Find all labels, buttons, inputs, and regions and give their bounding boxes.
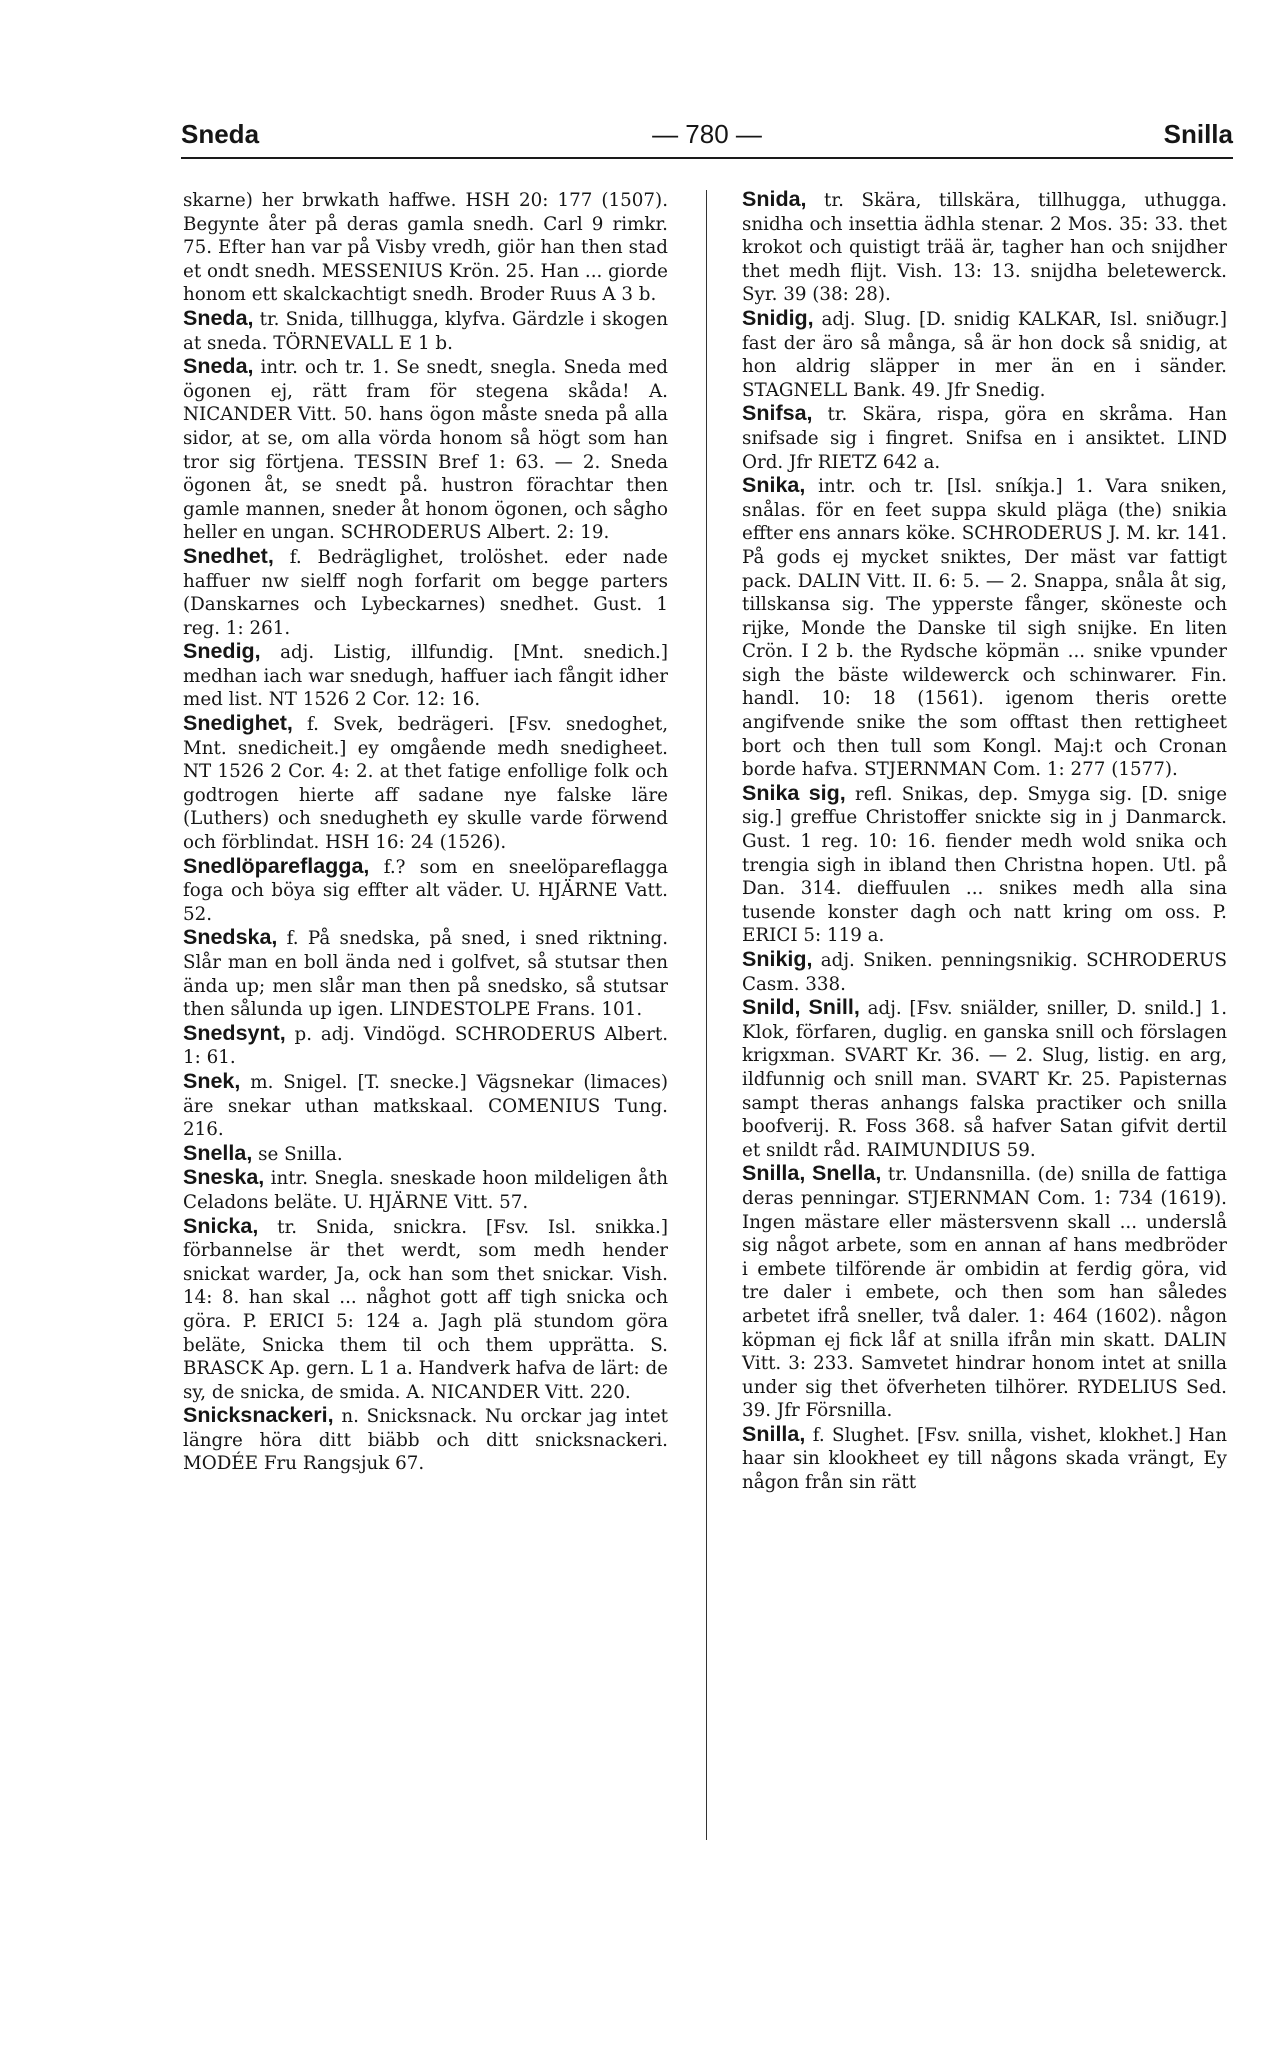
entry-text: intr. Snegla. sneskade hoon mildeligen åth Celadons beläte. U. HJÄRNE Vitt. 57.: [183, 1168, 668, 1213]
dictionary-entry: [742, 188, 1227, 307]
headword: Snicka,: [183, 1213, 259, 1238]
entry-text: intr. och tr. 1. Se snedt, snegla. Sneda med ögonen ej, rätt fram för stegena skåda! A. NICANDER Vitt. 50. hans ögon måste sneda på alla sidor, at se, om alla vörda honom så högt som han tror sig förtjena. TESSIN Bref 1: 63. — 2. Sneda ögonen åt, se snedt på. hustron förachtar then gamle mannen, sneder åt honom ögonen, och sågho heller en ungan. SCHRODERUS Albert. 2: 19.: [183, 357, 668, 544]
headword: Snedighet,: [183, 711, 293, 736]
left-column: [183, 188, 668, 1476]
entry-text: tr. Skära, tillskära, tillhugga, uthugga. snidha och insettia ädhla stenar. 2 Mos. 35: 33. thet krokot och quistigt trää är, tagher han och snijdher thet medh flijt. Vish. 13: 13. snijdha beletewerck. Syr. 39 (38: 28).: [742, 190, 1228, 306]
dictionary-entry: [183, 1022, 668, 1070]
dictionary-entry: [742, 1162, 1227, 1423]
dictionary-entry: [742, 948, 1227, 996]
headword: Snifsa,: [742, 401, 813, 426]
entry-text: tr. Skära, rispa, göra en skråma. Han snifsade sig i fingret. Snifsa en i ansiktet. LIND Ord. Jfr RIETZ 642 a.: [742, 404, 1228, 473]
dictionary-entry: [183, 926, 668, 1021]
dictionary-entry: [183, 1404, 668, 1476]
dictionary-entry: [183, 545, 668, 640]
headword: Sneda,: [183, 354, 254, 379]
entry-text: f. Bedräglighet, trolöshet. eder nade haffuer nw sielff nogh forfarit om begge parters (Danskarnes och Lybeckarnes) snedhet. Gust. 1 reg. 1: 261.: [183, 546, 669, 639]
headword: Snika sig,: [742, 780, 846, 805]
headword: Snicksnackeri,: [183, 1403, 334, 1428]
headword: Snedsynt,: [183, 1020, 286, 1045]
entry-text: f. På snedska, på sned, i sned riktning. Slår man en boll ända ned i golfvet, så stutsar then ända up; men slår man then på snedsko, så stutsar then sålunda up igen. LINDESTOLPE Frans. 101.: [183, 928, 669, 1021]
entry-text: p. adj. Vindögd. SCHRODERUS Albert. 1: 61.: [183, 1023, 669, 1069]
dictionary-entry: [183, 188, 668, 307]
dictionary-entry: [183, 355, 668, 545]
headword: Snilla, Snella,: [742, 1161, 882, 1186]
headword: Snedig,: [183, 639, 261, 664]
dictionary-entry: [742, 307, 1227, 402]
headword: Snella,: [183, 1140, 253, 1165]
dictionary-entry: [183, 640, 668, 712]
dictionary-entry: [183, 307, 668, 355]
dictionary-entry: [183, 1215, 668, 1405]
dictionary-entry: [742, 1423, 1227, 1495]
dictionary-entry: [183, 712, 668, 855]
headword: Sneska,: [183, 1165, 265, 1190]
page-number: — 780 —: [652, 119, 762, 149]
headword: Snika,: [742, 473, 806, 498]
entry-text: adj. Slug. [D. snidig KALKAR, Isl. sniðugr.] fast der äro så många, så är hon dock så snidig, at hon aldrig släpper in mer än en i sänder. STAGNELL Bank. 49. Jfr Snedig.: [742, 308, 1227, 401]
dictionary-entry: [742, 996, 1227, 1162]
header-rule: [181, 157, 1233, 159]
entry-text: adj. [Fsv. sniälder, sniller, D. snild.] 1. Klok, förfaren, duglig. en ganska snill och förslagen krigxman. SVART Kr. 36. — 2. Slug, listig. en arg, ildfunnig och snill man. SVART Kr. 25. Papisternas sampt theras anhangs falska practiker och snilla boofverij. R. Foss 368. så hafver Satan gifvit dertil et snildt råd. RAIMUNDIUS 59.: [742, 998, 1228, 1161]
entry-text: adj. Listig, illfundig. [Mnt. snedich.] medhan iach war snedugh, haffuer iach fångit idher med list. NT 1526 2 Cor. 12: 16.: [183, 642, 668, 711]
headword: Snek,: [183, 1068, 241, 1093]
dictionary-entry: [742, 782, 1227, 948]
headword: Snikig,: [742, 947, 813, 971]
dictionary-entry: [183, 1142, 668, 1167]
column-divider: [706, 190, 707, 1840]
headword: Snedska,: [183, 925, 278, 950]
entry-text: f. Svek, bedrägeri. [Fsv. snedoghet, Mnt. snedicheit.] ey omgående medh snedigheet. NT 1526 2 Cor. 4: 2. at thet fatige enfollige folk och godtrogen hierte aff sadane nye falske läre (Luthers) och snedugheth ey skulle varde förwend och förblindat. HSH 16: 24 (1526).: [183, 714, 669, 854]
headword: Snidig,: [742, 305, 814, 330]
header-first-word: Sneda: [181, 119, 260, 149]
entry-text: refl. Snikas, dep. Smyga sig. [D. snige sig.] greffue Christoffer snickte sig in j Danmarck. Gust. 1 reg. 10: 16. fiender medh wold snika och trengia sigh in ibland then Christna hopen. Utl. på Dan. 314. dieffuulen ... snikes medh alla sina tusende konster dagh och natt kring om oss. P. ERICI 5: 119 a.: [742, 783, 1228, 947]
entry-text: tr. Undansnilla. (de) snilla de fattiga deras penningar. STJERNMAN Com. 1: 734 (1619). Ingen mästare eller mästersvenn skall ... underslå sig något arbete, som en annan af hans medbröder i embete tilförende är ombidin at ferdig göra, vid tre daler i embete, och then som han således arbetet ifrå sneller, två daler. 1: 464 (1602). någon köpman ej fick låf at snilla ifrån min skatt. DALIN Vitt. 3: 233. Samvetet hindrar honom intet at snilla under sig thet öfverheten tilhörer. RYDELIUS Sed. 39. Jfr Försnilla.: [742, 1164, 1228, 1422]
headword: Snedhet,: [183, 543, 274, 568]
entry-text: skarne) her brwkath haffwe. HSH 20: 177 (1507). Begynte åter på deras gamla snedh. Carl 9 rimkr. 75. Efter han var på Visby vredh, giör han then stad et ondt snedh. MESSENIUS Krön. 25. Han ... giorde honom ett skalckachtigt snedh. Broder Ruus A 3 b.: [183, 190, 668, 306]
dictionary-entry: [742, 474, 1227, 782]
entry-text: se Snilla.: [258, 1143, 343, 1165]
dictionary-entry: [183, 1070, 668, 1142]
page-header: [181, 117, 1233, 157]
entry-text: tr. Snida, snickra. [Fsv. Isl. snikka.] förbannelse är thet werdt, som medh hender snickat warder, Ja, ock han som thet snickar. Vish. 14: 8. han skal ... någhot gott aff tigh snicka och göra. P. ERICI 5: 124 a. Jagh plä stundom göra beläte, Snicka them til och them upprätta. S. BRASCK Ap. gern. L 1 a. Handverk hafva de lärt: de sy, de snicka, de smida. A. NICANDER Vitt. 220.: [183, 1216, 668, 1403]
entry-text: adj. Sniken. penningsnikig. SCHRODERUS Casm. 338.: [742, 950, 1227, 995]
entry-text: intr. och tr. [Isl. sníkja.] 1. Vara sniken, snålas. för en feet suppa skuld pläga (the) snikia effter ens annars köke. SCHRODERUS J. M. kr. 141. På gods ej mycket sniktes, Der mäst var fattigt pack. DALIN Vitt. II. 6: 5. — 2. Snappa, snåla åt sig, tillskansa sig. The ypperste fånger, sköneste och rijke, Monde the Danske til sigh snijke. En liten Crön. I 2 b. the Rydsche köpmän ... snike vpunder sigh the bäste wildewerck och schinwarer. Fin. handl. 10: 18 (1561). igenom theris orette angifvende snike the som offtast then rettigheet bort och then tull som Kongl. Maj:t och Cronan borde hafva. STJERNMAN Com. 1: 277 (1577).: [742, 476, 1228, 781]
entry-text: tr. Snida, tillhugga, klyfva. Gärdzle i skogen at sneda. TÖRNEVALL E 1 b.: [183, 308, 668, 354]
right-column: [742, 188, 1227, 1495]
entry-text: f. Slughet. [Fsv. snilla, vishet, klokhet.] Han haar sin klookheet ey till någons skada vrängt, Ey någon från sin rätt: [742, 1424, 1228, 1494]
headword: Snild, Snill,: [742, 995, 860, 1020]
headword: Snida,: [742, 187, 807, 211]
header-last-word: Snilla: [1163, 119, 1233, 149]
dictionary-entry: [183, 1166, 668, 1214]
headword: Snilla,: [742, 1421, 806, 1446]
entry-text: m. Snigel. [T. snecke.] Vägsnekar (limaces) äre snekar uthan matkskaal. COMENIUS Tung. 216.: [183, 1071, 668, 1141]
headword: Sneda,: [183, 305, 254, 330]
headword: Snedlöpareflagga,: [183, 853, 370, 878]
dictionary-entry: [183, 855, 668, 927]
dictionary-entry: [742, 402, 1227, 474]
entry-text: n. Snicksnack. Nu orckar jag intet längre höra ditt biäbb och ditt snicksnackeri. MODÉE Fru Rangsjuk 67.: [183, 1406, 669, 1475]
entry-text: f.? som en sneelöpareflagga foga och böya sig effter alt väder. U. HJÄRNE Vatt. 52.: [183, 856, 668, 925]
